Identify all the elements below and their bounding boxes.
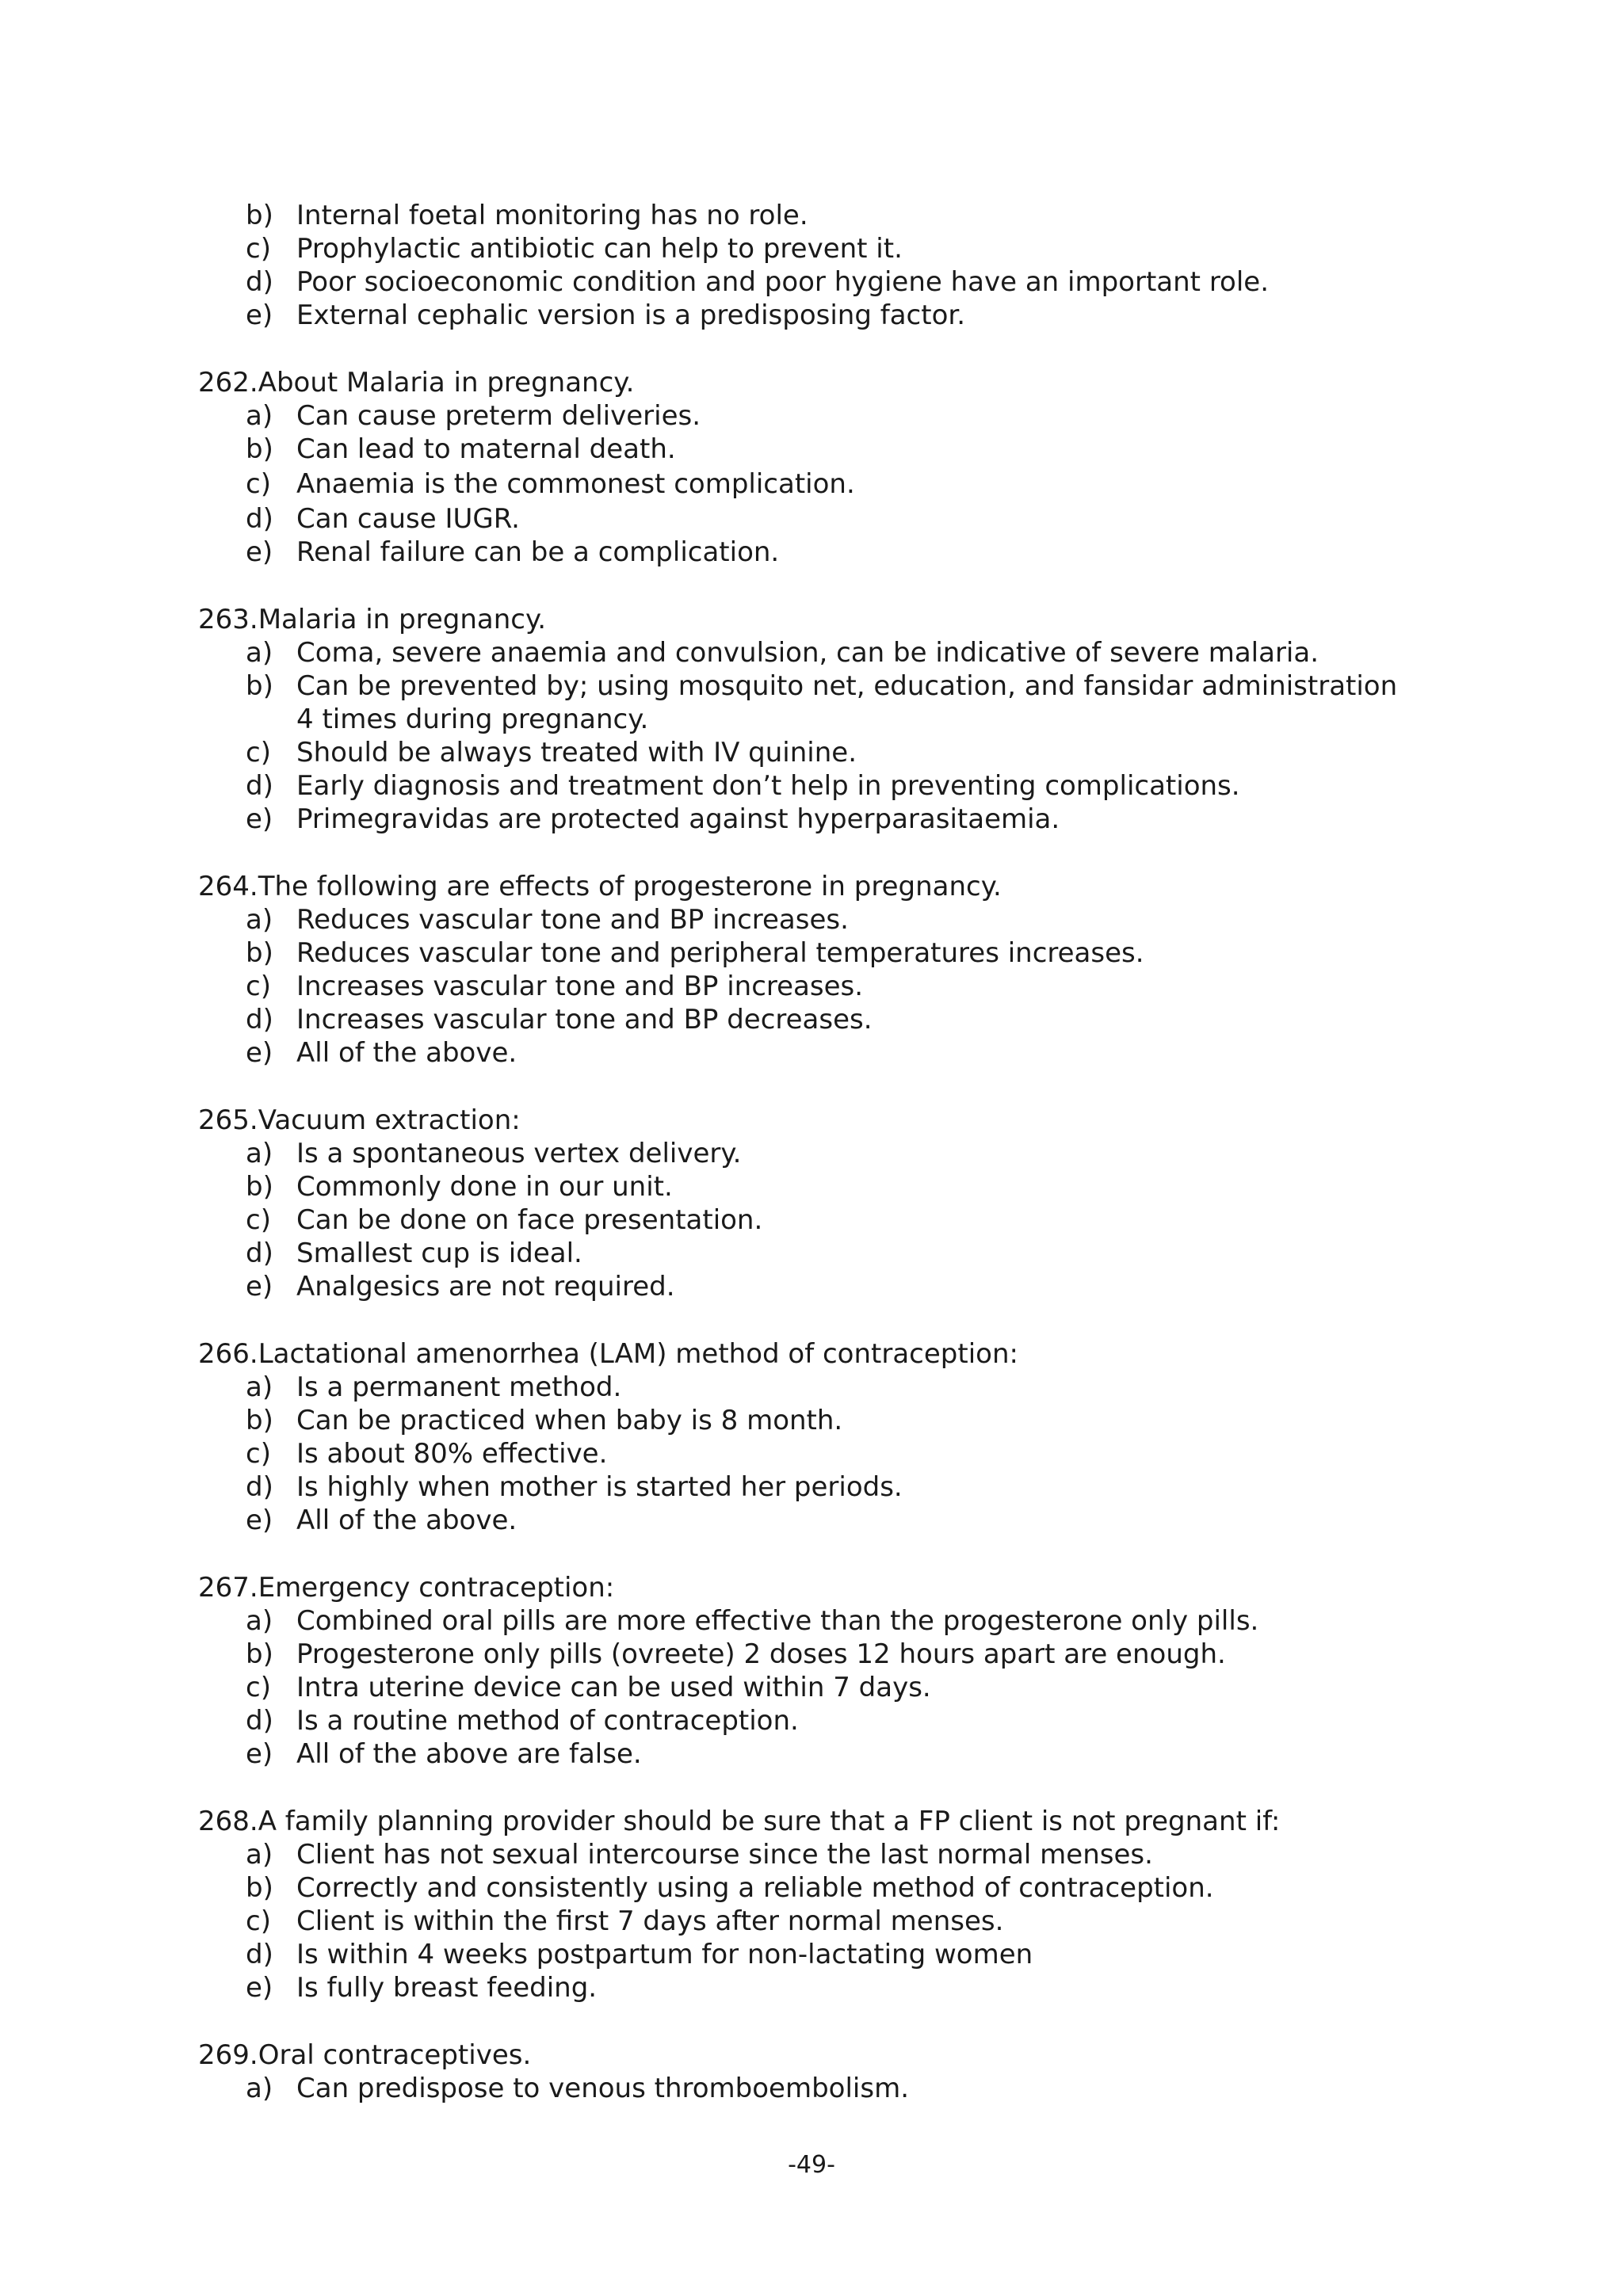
option-a: a) Is a permanent method.: [246, 1371, 622, 1403]
question-title: 268.A family planning provider should be sure that a FP client is not pregnant if:: [198, 1806, 1281, 1837]
option-a: a) Can cause preterm deliveries.: [246, 400, 701, 432]
option-b: b) Reduces vascular tone and peripheral temperatures increases.: [246, 937, 1144, 969]
option-a: a) Combined oral pills are more effective than the progesterone only pills.: [246, 1605, 1259, 1637]
option-c: c) Prophylactic antibiotic can help to prevent it.: [246, 233, 903, 265]
question-title: 262.About Malaria in pregnancy.: [198, 367, 635, 399]
question-title: 265.Vacuum extraction:: [198, 1104, 521, 1136]
option-d: d) Is within 4 weeks postpartum for non-lactating women: [246, 1939, 1033, 1970]
option-e: e) Primegravidas are protected against hyperparasitaemia.: [246, 803, 1060, 835]
option-b: b) Can lead to maternal death.: [246, 433, 676, 465]
option-c: c) Anaemia is the commonest complication.: [246, 468, 855, 500]
option-e: e) Analgesics are not required.: [246, 1271, 675, 1302]
option-b: b) Can be prevented by; using mosquito net, education, and fansidar administration: [246, 670, 1398, 702]
option-d: d) Is a routine method of contraception.: [246, 1705, 799, 1737]
option-c: c) Is about 80% effective.: [246, 1438, 608, 1470]
option-d: d) Poor socioeconomic condition and poor hygiene have an important role.: [246, 266, 1270, 298]
option-d: d) Can cause IUGR.: [246, 503, 520, 535]
option-b: b) Can be practiced when baby is 8 month.: [246, 1405, 843, 1436]
option-d: d) Early diagnosis and treatment don’t help in preventing complications.: [246, 770, 1240, 802]
option-c: c) Intra uterine device can be used within 7 days.: [246, 1672, 931, 1703]
option-c: c) Client is within the first 7 days after normal menses.: [246, 1905, 1004, 1937]
question-title: 263.Malaria in pregnancy.: [198, 604, 547, 635]
option-c: c) Should be always treated with IV quinine.: [246, 737, 857, 769]
question-title: 266.Lactational amenorrhea (LAM) method of contraception:: [198, 1338, 1018, 1370]
option-b-continued: 4 times during pregnancy.: [296, 704, 649, 735]
option-d: d) Smallest cup is ideal.: [246, 1238, 582, 1269]
question-title: 269.Oral contraceptives.: [198, 2039, 532, 2071]
option-e: e) Renal failure can be a complication.: [246, 536, 780, 568]
option-a: a) Coma, severe anaemia and convulsion, can be indicative of severe malaria.: [246, 637, 1319, 669]
option-e: e) All of the above are false.: [246, 1738, 642, 1770]
option-d: d) Is highly when mother is started her periods.: [246, 1471, 903, 1503]
option-c: c) Can be done on face presentation.: [246, 1204, 763, 1236]
option-a: a) Reduces vascular tone and BP increases.: [246, 904, 849, 936]
question-title: 264.The following are effects of progesterone in pregnancy.: [198, 871, 1002, 902]
option-a: a) Is a spontaneous vertex delivery.: [246, 1138, 742, 1169]
option-b: b) Internal foetal monitoring has no role.: [246, 200, 808, 231]
option-e: e) External cephalic version is a predisposing factor.: [246, 299, 966, 331]
option-c: c) Increases vascular tone and BP increases.: [246, 971, 864, 1002]
option-b: b) Commonly done in our unit.: [246, 1171, 673, 1203]
question-title: 267.Emergency contraception:: [198, 1572, 615, 1604]
option-d: d) Increases vascular tone and BP decreases.: [246, 1004, 873, 1035]
option-b: b) Progesterone only pills (ovreete) 2 doses 12 hours apart are enough.: [246, 1638, 1226, 1670]
option-e: e) All of the above.: [246, 1505, 517, 1536]
option-a: a) Can predispose to venous thromboembolism.: [246, 2073, 910, 2104]
option-e: e) All of the above.: [246, 1037, 517, 1069]
option-b: b) Correctly and consistently using a reliable method of contraception.: [246, 1872, 1214, 1904]
option-e: e) Is fully breast feeding.: [246, 1972, 598, 2004]
page-number: -49-: [788, 2151, 835, 2179]
option-a: a) Client has not sexual intercourse since the last normal menses.: [246, 1839, 1153, 1871]
